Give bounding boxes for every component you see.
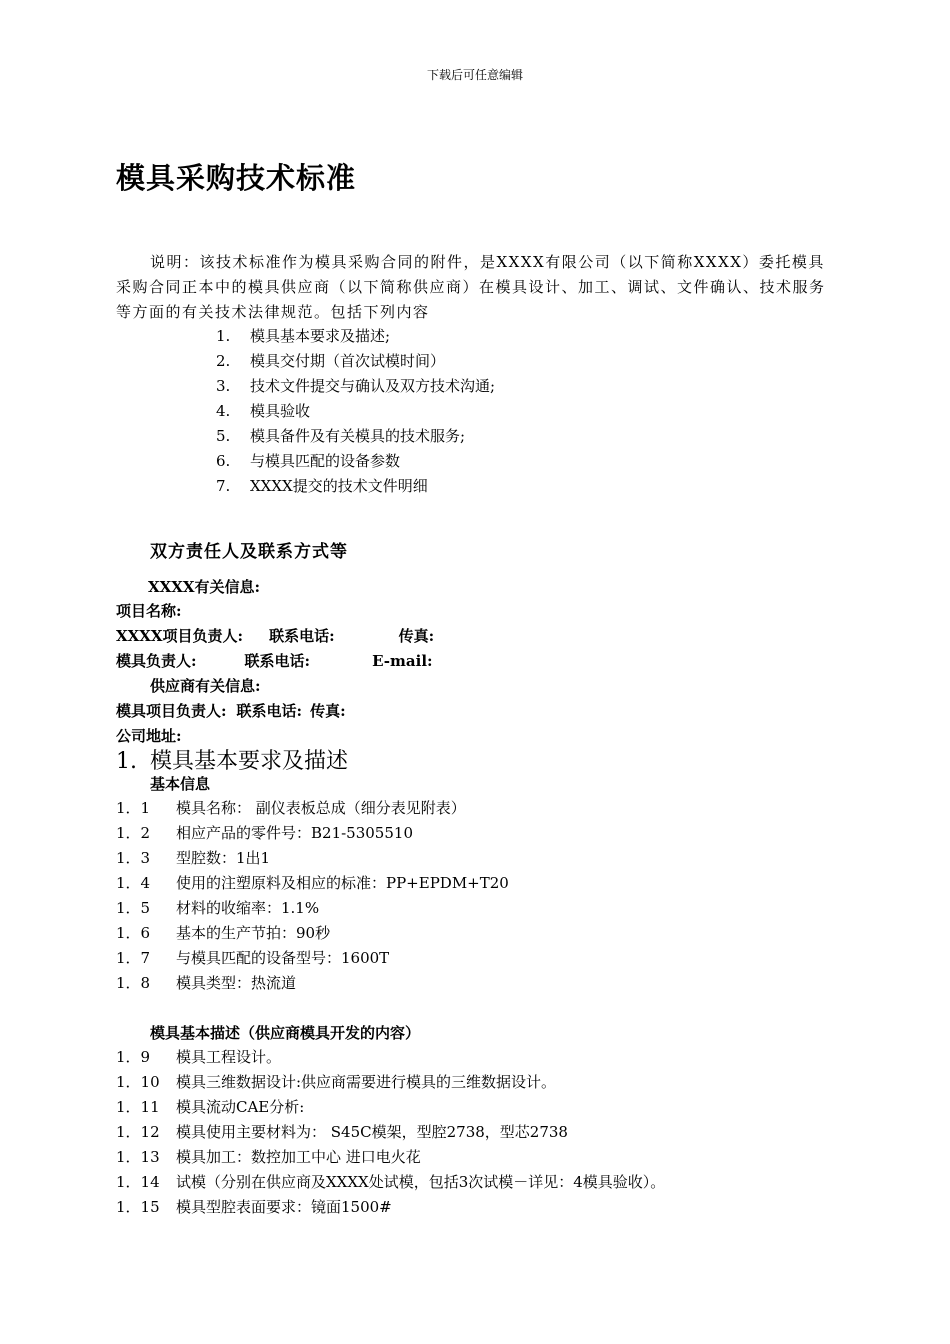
contents-item-text: 与模具匹配的设备参数 bbox=[250, 452, 401, 470]
item-number: 1．2 bbox=[116, 824, 151, 842]
item-text: 试模（分别在供应商及XXXX处试模，包括3次试模－详见：4模具验收）。 bbox=[176, 1173, 666, 1191]
contents-item bbox=[216, 324, 495, 349]
phone-label: 联系电话: bbox=[244, 652, 311, 670]
xxxx-info-label: XXXX有关信息: bbox=[148, 578, 261, 596]
list-item bbox=[116, 896, 509, 921]
item-text: 相应产品的零件号：B21-5305510 bbox=[176, 824, 413, 842]
phone-label: 联系电话: bbox=[236, 702, 303, 720]
list-item bbox=[116, 871, 509, 896]
contents-item-number: 4. bbox=[216, 402, 231, 420]
list-item bbox=[116, 1095, 665, 1120]
basic-desc-list bbox=[116, 1045, 665, 1220]
contents-item-text: 模具基本要求及描述; bbox=[250, 327, 391, 345]
item-number: 1．14 bbox=[116, 1173, 160, 1191]
contacts-heading: 双方责任人及联系方式等 bbox=[150, 542, 348, 562]
contents-item-text: XXXX提交的技术文件明细 bbox=[250, 477, 428, 495]
list-item bbox=[116, 846, 509, 871]
list-item bbox=[116, 971, 509, 996]
intro-paragraph bbox=[116, 250, 836, 325]
contents-item-text: 模具备件及有关模具的技术服务; bbox=[250, 427, 466, 445]
section-heading bbox=[116, 744, 348, 775]
mold-owner-label: 模具负责人: bbox=[116, 652, 197, 670]
item-text: 模具加工：数控加工中心 进口电火花 bbox=[176, 1148, 421, 1166]
xxxx-pm-label: XXXX项目负责人: bbox=[116, 627, 244, 645]
fax-label: 传真: bbox=[398, 627, 435, 645]
item-number: 1．3 bbox=[116, 849, 151, 867]
intro-text: 说明：该技术标准作为模具采购合同的附件，是XXXX有限公司（以下简称XXXX）委托模具采购合同正本中的模具供应商（以下简称供应商）在模具设计、加工、调试、文件确认、技术服务等方面的有关技术法律规范。包括下列内容 bbox=[116, 253, 826, 321]
basic-info-heading: 基本信息 bbox=[150, 775, 211, 793]
mold-owner-line bbox=[116, 650, 433, 671]
item-number: 1．1 bbox=[116, 799, 151, 817]
item-number: 1．13 bbox=[116, 1148, 160, 1166]
basic-desc-heading: 模具基本描述（供应商模具开发的内容） bbox=[150, 1024, 421, 1042]
contents-item-number: 6. bbox=[216, 452, 231, 470]
item-text: 与模具匹配的设备型号：1600T bbox=[176, 949, 390, 967]
item-text: 使用的注塑原料及相应的标准：PP+EPDM+T20 bbox=[176, 874, 509, 892]
list-item bbox=[116, 1195, 665, 1220]
list-item bbox=[116, 1145, 665, 1170]
item-number: 1．8 bbox=[116, 974, 151, 992]
item-number: 1．6 bbox=[116, 924, 151, 942]
header-note: 下载后可任意编辑 bbox=[426, 68, 523, 82]
item-number: 1．10 bbox=[116, 1073, 160, 1091]
section-number: 1. bbox=[116, 749, 137, 774]
contents-item-number: 5. bbox=[216, 427, 231, 445]
contents-item-number: 1. bbox=[216, 327, 231, 345]
contents-item-number: 7. bbox=[216, 477, 231, 495]
contents-item bbox=[216, 449, 495, 474]
list-item bbox=[116, 1120, 665, 1145]
item-number: 1．12 bbox=[116, 1123, 160, 1141]
mold-pm-label: 模具项目负责人: bbox=[116, 702, 227, 720]
contents-item-number: 2. bbox=[216, 352, 231, 370]
list-item bbox=[116, 1170, 665, 1195]
section-title: 模具基本要求及描述 bbox=[150, 749, 349, 774]
item-text: 模具流动CAE分析: bbox=[176, 1098, 305, 1116]
item-number: 1．11 bbox=[116, 1098, 160, 1116]
list-item bbox=[116, 1045, 665, 1070]
item-number: 1．5 bbox=[116, 899, 151, 917]
item-number: 1．7 bbox=[116, 949, 151, 967]
document-title: 模具采购技术标准 bbox=[116, 161, 357, 195]
item-text: 模具使用主要材料为： S45C模架，型腔2738，型芯2738 bbox=[176, 1123, 568, 1141]
list-item bbox=[116, 921, 509, 946]
xxxx-contact-line bbox=[116, 625, 434, 646]
item-text: 材料的收缩率：1.1% bbox=[176, 899, 320, 917]
list-item bbox=[116, 946, 509, 971]
supplier-contact-line bbox=[116, 700, 346, 721]
item-text: 模具三维数据设计:供应商需要进行模具的三维数据设计。 bbox=[176, 1073, 557, 1091]
list-item bbox=[116, 796, 509, 821]
basic-info-list bbox=[116, 796, 509, 996]
list-item bbox=[116, 1070, 665, 1095]
contents-item bbox=[216, 424, 495, 449]
item-text: 模具名称： 副仪表板总成（细分表见附表） bbox=[176, 799, 466, 817]
contents-item-text: 模具交付期（首次试模时间） bbox=[250, 352, 446, 370]
project-name-label: 项目名称: bbox=[116, 602, 182, 620]
email-label: E-mail: bbox=[372, 652, 433, 670]
contents-item-text: 技术文件提交与确认及双方技术沟通; bbox=[250, 377, 496, 395]
address-label: 公司地址: bbox=[116, 727, 182, 745]
item-number: 1．9 bbox=[116, 1048, 151, 1066]
list-item bbox=[116, 821, 509, 846]
contents-item-text: 模具验收 bbox=[250, 402, 311, 420]
contents-item bbox=[216, 349, 495, 374]
item-number: 1．4 bbox=[116, 874, 151, 892]
item-text: 模具工程设计。 bbox=[176, 1048, 282, 1066]
item-text: 型腔数：1出1 bbox=[176, 849, 271, 867]
contents-item bbox=[216, 374, 495, 399]
fax-label: 传真: bbox=[310, 702, 346, 720]
contents-item bbox=[216, 474, 495, 499]
phone-label: 联系电话: bbox=[269, 627, 335, 645]
item-number: 1．15 bbox=[116, 1198, 160, 1216]
contents-item bbox=[216, 399, 495, 424]
contents-list bbox=[216, 324, 495, 499]
item-text: 模具类型：热流道 bbox=[176, 974, 297, 992]
item-text: 基本的生产节拍：90秒 bbox=[176, 924, 331, 942]
contents-item-number: 3. bbox=[216, 377, 231, 395]
supplier-info-label: 供应商有关信息: bbox=[150, 677, 261, 695]
item-text: 模具型腔表面要求：镜面1500# bbox=[176, 1198, 392, 1216]
